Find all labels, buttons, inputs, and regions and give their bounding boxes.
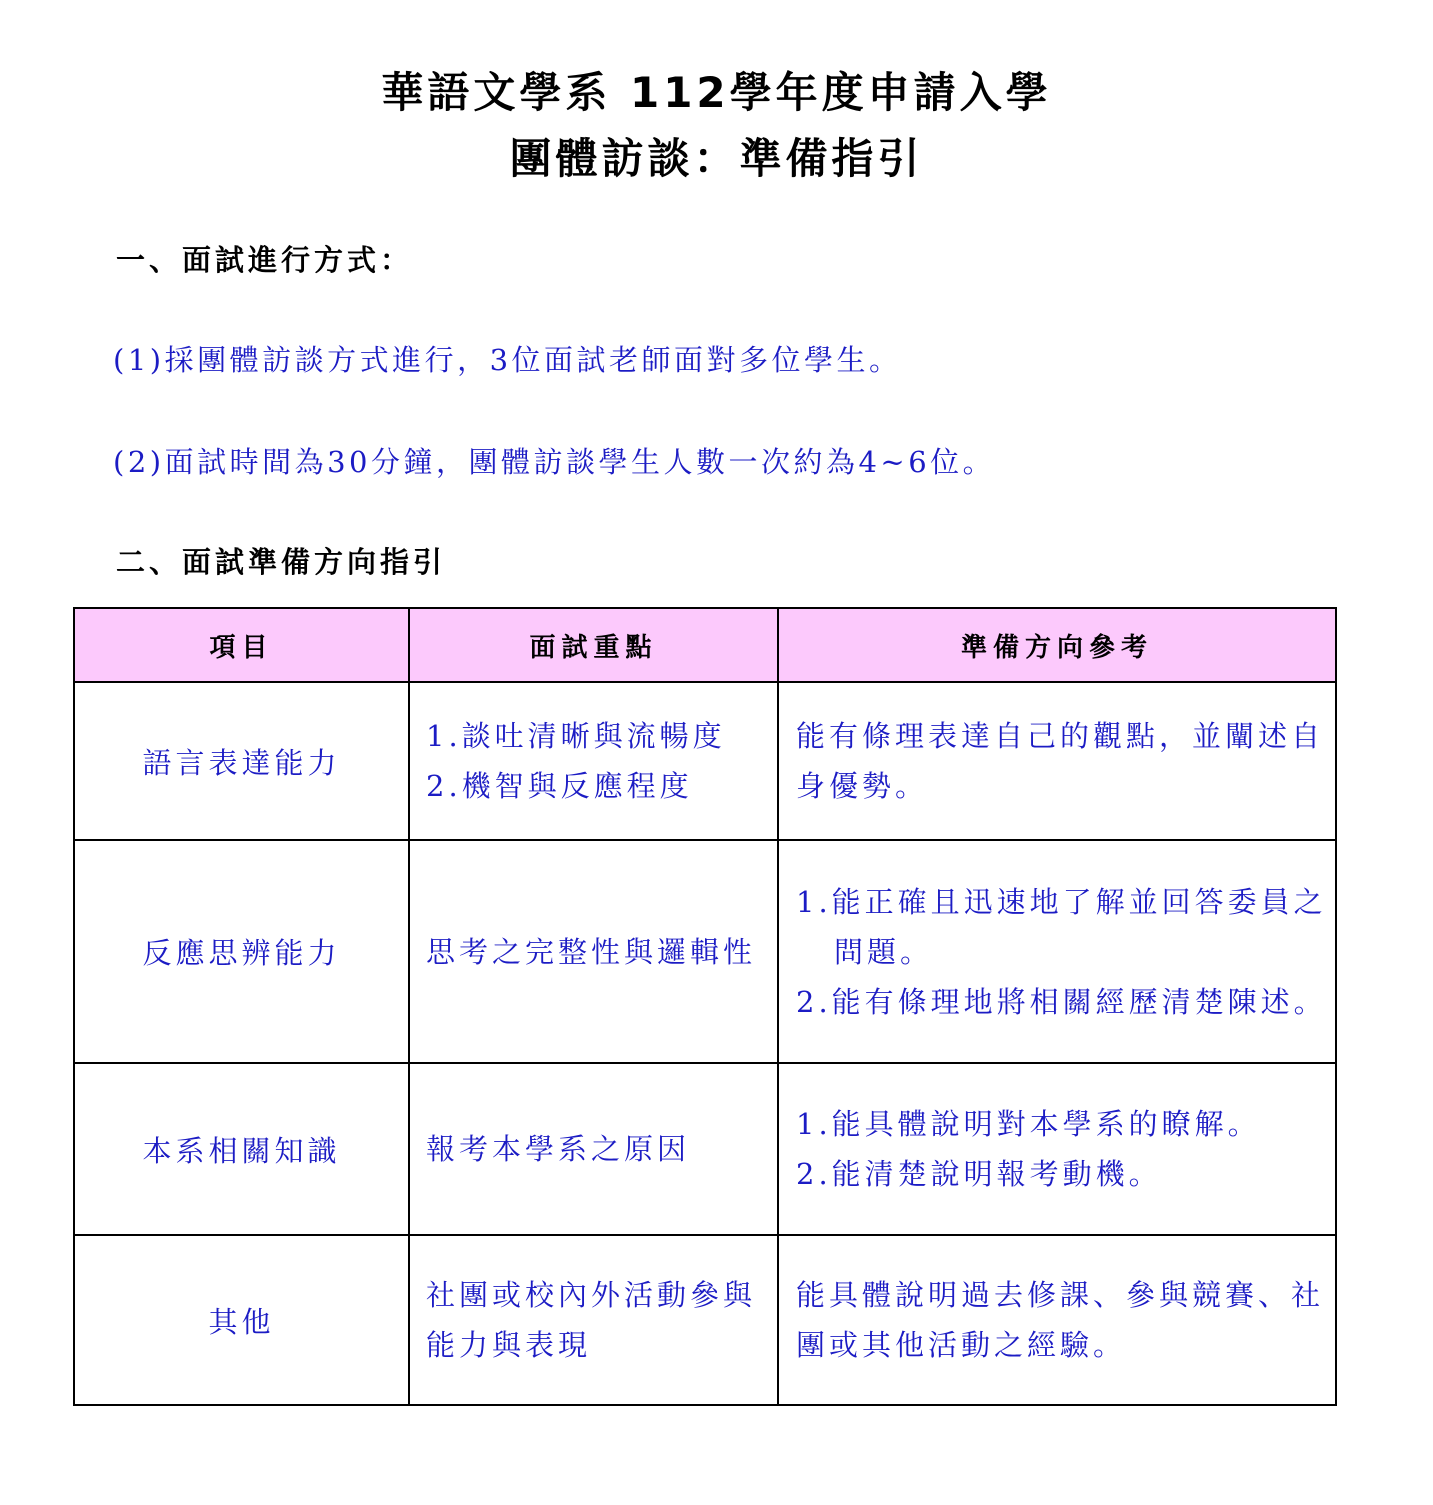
table-row bbox=[74, 682, 1336, 840]
preparation-point: 能有條理表達自己的觀點，並闡述自身優勢。 bbox=[796, 719, 1325, 803]
focus-cell bbox=[409, 682, 778, 840]
preparation-cell bbox=[778, 840, 1336, 1063]
interview-format-item-1: (1)採團體訪談方式進行，3位面試老師面對多位學生。 bbox=[113, 343, 902, 377]
focus-point: 思考之完整性與邏輯性 bbox=[426, 934, 757, 969]
column-header-item: 項目 bbox=[74, 608, 409, 682]
focus-cell bbox=[409, 840, 778, 1063]
table-row bbox=[74, 1235, 1336, 1405]
preparation-guide-table bbox=[73, 607, 1337, 1406]
focus-point: 2.機智與反應程度 bbox=[426, 769, 693, 803]
document-subtitle: 團體訪談：準備指引 bbox=[509, 134, 924, 183]
table-header-row bbox=[74, 608, 1336, 682]
item-cell: 其他 bbox=[74, 1235, 409, 1405]
item-cell: 本系相關知識 bbox=[74, 1063, 409, 1235]
focus-cell bbox=[409, 1063, 778, 1235]
focus-cell bbox=[409, 1235, 778, 1405]
preparation-point: 1.能正確且迅速地了解並回答委員之問題。 bbox=[796, 884, 1327, 969]
preparation-cell bbox=[778, 1063, 1336, 1235]
preparation-point: 能具體說明過去修課、參與競賽、社團或其他活動之經驗。 bbox=[796, 1278, 1325, 1362]
preparation-point: 1.能具體說明對本學系的瞭解。 bbox=[796, 1107, 1261, 1141]
preparation-cell bbox=[778, 682, 1336, 840]
preparation-point: 2.能有條理地將相關經歷清楚陳述。 bbox=[796, 984, 1327, 1019]
section-heading-interview-format: 一、面試進行方式： bbox=[116, 243, 414, 277]
document-title: 華語文學系 112學年度申請入學 bbox=[381, 68, 1052, 117]
table-row bbox=[74, 840, 1336, 1063]
table-row bbox=[74, 1063, 1336, 1235]
item-cell: 反應思辨能力 bbox=[74, 840, 409, 1063]
interview-format-item-2: (2)面試時間為30分鐘，團體訪談學生人數一次約為4~6位。 bbox=[113, 445, 996, 479]
item-cell: 語言表達能力 bbox=[74, 682, 409, 840]
focus-point: 社團或校內外活動參與能力與表現 bbox=[426, 1278, 757, 1362]
column-header-focus: 面試重點 bbox=[409, 608, 778, 682]
focus-point: 報考本學系之原因 bbox=[426, 1132, 691, 1166]
focus-point: 1.談吐清晰與流暢度 bbox=[426, 719, 726, 753]
column-header-preparation: 準備方向參考 bbox=[778, 608, 1336, 682]
preparation-cell bbox=[778, 1235, 1336, 1405]
section-heading-preparation-guide: 二、面試準備方向指引 bbox=[116, 545, 447, 579]
preparation-point: 2.能清楚說明報考動機。 bbox=[796, 1157, 1162, 1191]
